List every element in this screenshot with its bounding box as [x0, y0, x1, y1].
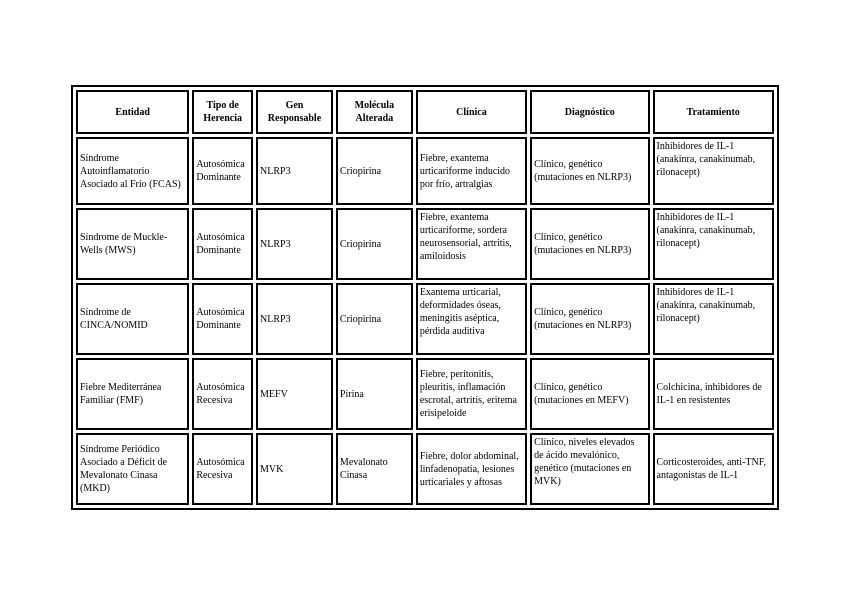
table-cell: Criopirina [336, 137, 413, 205]
header-cell: Tipo de Herencia [192, 90, 253, 134]
table-cell: Clínico, niveles elevados de ácido mevalónico, genético (mutaciones en MVK) [530, 433, 649, 505]
table-cell: Colchicina, inhibidores de IL-1 en resistentes [653, 358, 775, 430]
table-row [76, 433, 774, 505]
table-cell: Autosómica Dominante [192, 283, 253, 355]
table-cell: Mevalonato Cinasa [336, 433, 413, 505]
table-cell: Fiebre, peritonitis, pleuritis, inflamación escrotal, artritis, eritema erisipeloide [416, 358, 527, 430]
table-cell: Autosómica Dominante [192, 137, 253, 205]
table-cell: Fiebre, exantema urticariforme, sordera neurosensorial, artritis, amiloidosis [416, 208, 527, 280]
header-cell: Tratamiento [653, 90, 775, 134]
table-row [76, 137, 774, 205]
header-row [76, 90, 774, 134]
table-cell: Exantema urticarial, deformidades óseas, meningitis aséptica, pérdida auditiva [416, 283, 527, 355]
table-cell: Clínico, genético (mutaciones en NLRP3) [530, 208, 649, 280]
header-cell: Entidad [76, 90, 189, 134]
table-cell: NLRP3 [256, 137, 333, 205]
table-cell: Fiebre, exantema urticariforme inducido por frío, artralgias [416, 137, 527, 205]
table-cell: Autosómica Dominante [192, 208, 253, 280]
table-cell: Síndrome de CINCA/NOMID [76, 283, 189, 355]
table-cell: Clínico, genético (mutaciones en NLRP3) [530, 137, 649, 205]
table-cell: MEFV [256, 358, 333, 430]
table-cell: MVK [256, 433, 333, 505]
table-cell: Corticosteroides, anti-TNF, antagonistas de IL-1 [653, 433, 775, 505]
table-cell: Fiebre, dolor abdominal, linfadenopatía, lesiones urticariales y aftosas [416, 433, 527, 505]
table-cell: Síndrome de Muckle-Wells (MWS) [76, 208, 189, 280]
table-cell: Criopirina [336, 283, 413, 355]
table-row [76, 208, 774, 280]
table-cell: Inhibidores de IL-1 (anakinra, canakinumab, rilonacept) [653, 283, 775, 355]
table-cell: Inhibidores de IL-1 (anakinra, canakinumab, rilonacept) [653, 137, 775, 205]
table-row [76, 358, 774, 430]
table-cell: Fiebre Mediterránea Familiar (FMF) [76, 358, 189, 430]
table-cell: NLRP3 [256, 283, 333, 355]
table-cell: Pirina [336, 358, 413, 430]
document-table-container [71, 85, 779, 510]
header-cell: Diagnóstico [530, 90, 649, 134]
table-cell: NLRP3 [256, 208, 333, 280]
table-cell: Clínico, genético (mutaciones en NLRP3) [530, 283, 649, 355]
header-cell: Gen Responsable [256, 90, 333, 134]
table-cell: Inhibidores de IL-1 (anakinra, canakinumab, rilonacept) [653, 208, 775, 280]
table-row [76, 283, 774, 355]
table-cell: Síndrome Autoinflamatorio Asociado al Frío (FCAS) [76, 137, 189, 205]
table-cell: Autosómica Recesiva [192, 358, 253, 430]
table-cell: Síndrome Periódico Asociado a Déficit de Mevalonato Cinasa (MKD) [76, 433, 189, 505]
header-cell: Clínica [416, 90, 527, 134]
table-cell: Criopirina [336, 208, 413, 280]
header-cell: Molécula Alterada [336, 90, 413, 134]
autoinflammatory-syndromes-table [71, 85, 779, 510]
table-cell: Clínico, genético (mutaciones en MEFV) [530, 358, 649, 430]
table-cell: Autosómica Recesiva [192, 433, 253, 505]
